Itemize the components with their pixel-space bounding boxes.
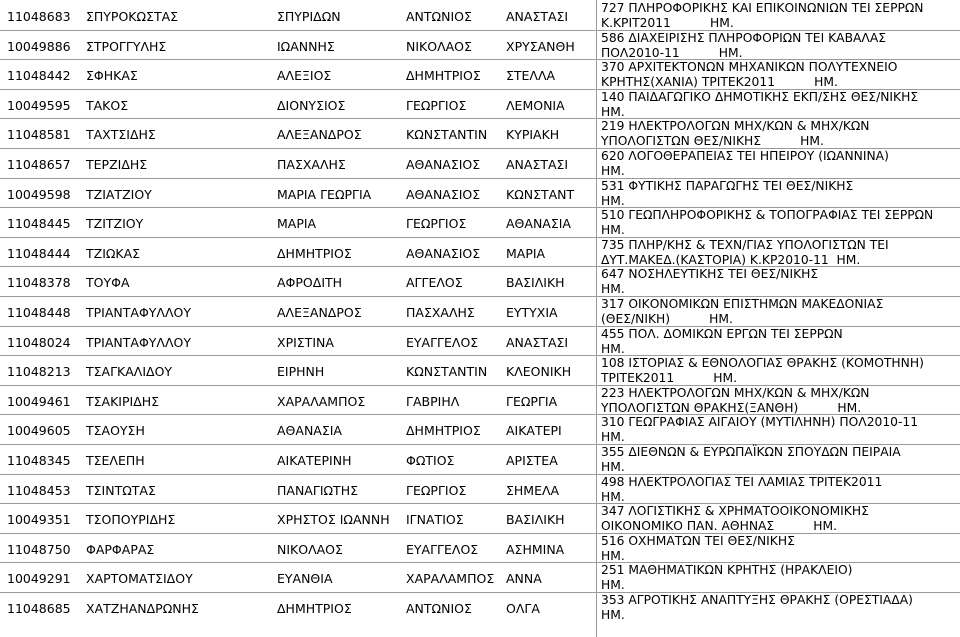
table-row [0,414,960,445]
department-line-1: 223 ΗΛΕΚΤΡΟΛΟΓΩΝ ΜΗΧ/ΚΩΝ & ΜΗΧ/ΚΩΝ [601,385,870,400]
department-cell [601,238,957,268]
mother-name-cell: ΓΕΩΡΓΙΑ [506,393,558,409]
father-name-cell: ΕΥΑΓΓΕΛΟΣ [406,541,479,557]
department-line-2: ΥΠΟΛΟΓΙΣΤΩΝ ΘΕΣ/ΝΙΚΗΣ ΗΜ. [601,134,824,149]
student-id-cell: 10049886 [7,38,71,54]
father-name-cell: ΑΓΓΕΛΟΣ [406,275,463,291]
department-cell [601,208,957,238]
department-cell [601,267,957,297]
first-name-cell: ΑΛΕΞΙΟΣ [277,68,332,84]
surname-cell: ΦΑΡΦΑΡΑΣ [86,541,155,557]
first-name-cell: ΔΗΜΗΤΡΙΟΣ [277,601,352,616]
father-name-cell: ΑΝΤΩΝΙΟΣ [406,601,472,616]
department-line-2: ΗΜ. [601,460,625,474]
first-name-cell: ΠΑΣΧΑΛΗΣ [277,157,346,172]
table-row [0,355,960,386]
mother-name-cell: ΑΝΑΣΤΑΣΙ [506,9,569,24]
department-line-2: ΥΠΟΛΟΓΙΣΤΩΝ ΘΡΑΚΗΣ(ΞΑΝΘΗ) ΗΜ. [601,400,862,415]
department-line-1: 317 ΟΙΚΟΝΟΜΙΚΩΝ ΕΠΙΣΤΗΜΩΝ ΜΑΚΕΔΟΝΙΑΣ [601,297,884,311]
father-name-cell: ΓΑΒΡΙΗΛ [406,393,460,409]
first-name-cell: ΧΡΗΣΤΟΣ ΙΩΑΝΝΗ [277,512,390,528]
mother-name-cell: ΚΥΡΙΑΚΗ [506,127,560,143]
surname-cell: ΣΠΥΡΟΚΩΣΤΑΣ [86,9,179,24]
department-line-2: ΗΜ. [601,193,625,208]
surname-cell: ΤΖΙΤΖΙΟΥ [86,216,144,232]
table-row [0,118,960,149]
first-name-cell: ΝΙΚΟΛΑΟΣ [277,541,343,557]
first-name-cell: ΑΦΡΟΔΙΤΗ [277,275,343,291]
department-cell [601,415,957,445]
table-row [0,474,960,505]
department-line-1: 735 ΠΛΗΡ/ΚΗΣ & ΤΕΧΝ/ΓΙΑΣ ΥΠΟΛΟΓΙΣΤΩΝ ΤΕΙ [601,237,889,252]
table-row [0,503,960,534]
first-name-cell: ΜΑΡΙΑ ΓΕΩΡΓΙΑ [277,186,372,202]
department-cell [601,31,957,61]
department-line-2: ΠΟΛ2010-11 ΗΜ. [601,45,743,60]
surname-cell: ΤΣΑΓΚΑΛΙΔΟΥ [86,364,173,380]
surname-cell: ΤΡΙΑΝΤΑΦΥΛΛΟΥ [86,305,191,320]
father-name-cell: ΧΑΡΑΛΑΜΠΟΣ [406,571,495,587]
first-name-cell: ΕΥΑΝΘΙΑ [277,571,333,587]
department-line-2: ΗΜ. [601,548,625,563]
mother-name-cell: ΑΝΑΣΤΑΣΙ [506,157,569,172]
student-id-cell: 11048378 [7,275,71,291]
student-id-cell: 11048445 [7,216,71,232]
department-cell [601,149,957,179]
department-line-1: 347 ΛΟΓΙΣΤΙΚΗΣ & ΧΡΗΜΑΤΟΟΙΚΟΝΟΜΙΚΗΣ [601,504,869,519]
department-line-2: ΗΜ. [601,578,625,593]
table-row [0,148,960,179]
first-name-cell: ΔΙΟΝΥΣΙΟΣ [277,97,346,113]
surname-cell: ΤΖΙΑΤΖΙΟΥ [86,186,152,202]
mother-name-cell: ΚΛΕΟΝΙΚΗ [506,364,572,380]
student-id-cell: 11048685 [7,601,71,616]
father-name-cell: ΑΘΑΝΑΣΙΟΣ [406,186,481,202]
student-id-cell: 11048213 [7,364,71,380]
student-id-cell: 10049461 [7,393,71,409]
surname-cell: ΤΕΡΖΙΔΗΣ [86,157,148,172]
mother-name-cell: ΣΤΕΛΛΑ [506,68,556,84]
mother-name-cell: ΣΗΜΕΛΑ [506,482,560,498]
department-line-1: 455 ΠΟΛ. ΔΟΜΙΚΩΝ ΕΡΓΩΝ ΤΕΙ ΣΕΡΡΩΝ [601,326,843,341]
first-name-cell: ΧΡΙΣΤΙΝΑ [277,334,334,350]
student-id-cell: 11048683 [7,9,71,24]
mother-name-cell: ΜΑΡΙΑ [506,245,546,261]
father-name-cell: ΝΙΚΟΛΑΟΣ [406,38,472,54]
student-id-cell: 11048750 [7,541,71,557]
department-line-1: 510 ΓΕΩΠΛΗΡΟΦΟΡΙΚΗΣ & ΤΟΠΟΓΡΑΦΙΑΣ ΤΕΙ ΣΕΡΡΩΝ [601,208,934,223]
table-row [0,533,960,564]
department-cell [601,327,957,357]
student-id-cell: 11048024 [7,334,71,350]
department-cell [601,445,957,475]
surname-cell: ΤΣΟΠΟΥΡΙΔΗΣ [86,512,176,528]
father-name-cell: ΚΩΝΣΤΑΝΤΙΝ [406,127,488,143]
table-row [0,237,960,268]
department-line-2: Κ.ΚΡΙΤ2011 ΗΜ. [601,16,734,30]
father-name-cell: ΑΘΑΝΑΣΙΟΣ [406,157,481,172]
mother-name-cell: ΛΕΜΟΝΙΑ [506,97,565,113]
student-id-cell: 11048345 [7,453,71,468]
department-line-1: 355 ΔΙΕΘΝΩΝ & ΕΥΡΩΠΑΪΚΩΝ ΣΠΟΥΔΩΝ ΠΕΙΡΑΙΑ [601,445,901,459]
department-line-1: 108 ΙΣΤΟΡΙΑΣ & ΕΘΝΟΛΟΓΙΑΣ ΘΡΑΚΗΣ (ΚΟΜΟΤΗΝΗ) [601,356,924,371]
student-id-cell: 10049595 [7,97,71,113]
table-row [0,30,960,61]
mother-name-cell: ΑΝΑΣΤΑΣΙ [506,334,569,350]
department-line-1: 370 ΑΡΧΙΤΕΚΤΟΝΩΝ ΜΗΧΑΝΙΚΩΝ ΠΟΛΥΤΕΧΝΕΙΟ [601,60,898,75]
mother-name-cell: ΒΑΣΙΛΙΚΗ [506,512,565,528]
surname-cell: ΧΑΤΖΗΑΝΔΡΩΝΗΣ [86,601,199,616]
department-line-2: ΗΜ. [601,282,625,297]
surname-cell: ΤΡΙΑΝΤΑΦΥΛΛΟΥ [86,334,191,350]
student-id-cell: 10049598 [7,186,71,202]
first-name-cell: ΔΗΜΗΤΡΙΟΣ [277,245,352,261]
father-name-cell: ΚΩΝΣΤΑΝΤΙΝ [406,364,488,380]
department-line-2: ΗΜ. [601,430,625,445]
father-name-cell: ΠΑΣΧΑΛΗΣ [406,305,475,320]
table-row [0,89,960,120]
department-line-2: ΗΜ. [601,608,625,622]
student-id-cell: 11048444 [7,245,71,261]
surname-cell: ΣΦΗΚΑΣ [86,68,138,84]
father-name-cell: ΙΓΝΑΤΙΟΣ [406,512,464,528]
department-line-2: ΗΜ. [601,164,625,178]
father-name-cell: ΑΘΑΝΑΣΙΟΣ [406,245,481,261]
father-name-cell: ΓΕΩΡΓΙΟΣ [406,482,467,498]
surname-cell: ΤΑΧΤΣΙΔΗΣ [86,127,156,143]
department-line-1: 140 ΠΑΙΔΑΓΩΓΙΚΟ ΔΗΜΟΤΙΚΗΣ ΕΚΠ/ΣΗΣ ΘΕΣ/ΝΙΚΗΣ [601,89,919,104]
first-name-cell: ΙΩΑΝΝΗΣ [277,38,335,54]
student-id-cell: 11048581 [7,127,71,143]
table-row [0,385,960,416]
department-line-2: ΗΜ. [601,104,625,119]
department-cell [601,119,957,149]
father-name-cell: ΕΥΑΓΓΕΛΟΣ [406,334,479,350]
department-line-1: 219 ΗΛΕΚΤΡΟΛΟΓΩΝ ΜΗΧ/ΚΩΝ & ΜΗΧ/ΚΩΝ [601,119,870,134]
department-line-2: ΟΙΚΟΝΟΜΙΚΟ ΠΑΝ. ΑΘΗΝΑΣ ΗΜ. [601,519,838,534]
first-name-cell: ΕΙΡΗΝΗ [277,364,325,380]
table-row [0,444,960,475]
department-line-1: 251 ΜΑΘΗΜΑΤΙΚΩΝ ΚΡΗΤΗΣ (ΗΡΑΚΛΕΙΟ) [601,563,853,578]
first-name-cell: ΑΘΑΝΑΣΙΑ [277,423,342,439]
department-line-1: 310 ΓΕΩΓΡΑΦΙΑΣ ΑΙΓΑΙΟΥ (ΜΥΤΙΛΗΝΗ) ΠΟΛ2010-11 [601,415,919,430]
mother-name-cell: ΕΥΤΥΧΙΑ [506,305,558,320]
department-cell [601,297,957,327]
table-row [0,296,960,327]
first-name-cell: ΜΑΡΙΑ [277,216,317,232]
department-line-2: ΗΜ. [601,489,625,504]
mother-name-cell: ΒΑΣΙΛΙΚΗ [506,275,565,291]
surname-cell: ΤΣΑΟΥΣΗ [86,423,145,439]
surname-cell: ΤΣΕΛΕΠΗ [86,453,145,468]
department-cell [601,534,957,564]
first-name-cell: ΑΛΕΞΑΝΔΡΟΣ [277,127,362,143]
department-cell [601,504,957,534]
table-row [0,0,960,31]
table-row [0,592,960,623]
department-cell [601,60,957,90]
department-line-1: 647 ΝΟΣΗΛΕΥΤΙΚΗΣ ΤΕΙ ΘΕΣ/ΝΙΚΗΣ [601,267,819,282]
department-cell [601,1,957,31]
student-id-cell: 10049605 [7,423,71,439]
student-id-cell: 11048442 [7,68,71,84]
department-line-1: 727 ΠΛΗΡΟΦΟΡΙΚΗΣ ΚΑΙ ΕΠΙΚΟΙΝΩΝΙΩΝ ΤΕΙ ΣΕΡΡΩΝ [601,1,924,15]
surname-cell: ΤΑΚΟΣ [86,97,129,113]
surname-cell: ΤΟΥΦΑ [86,275,130,291]
department-line-1: 531 ΦΥΤΙΚΗΣ ΠΑΡΑΓΩΓΗΣ ΤΕΙ ΘΕΣ/ΝΙΚΗΣ [601,178,854,193]
mother-name-cell: ΑΝΝΑ [506,571,542,587]
student-id-cell: 11048448 [7,305,71,320]
surname-cell: ΤΖΙΩΚΑΣ [86,245,141,261]
department-cell [601,475,957,505]
first-name-cell: ΠΑΝΑΓΙΩΤΗΣ [277,482,358,498]
department-cell [601,386,957,416]
mother-name-cell: ΧΡΥΣΑΝΘΗ [506,38,575,54]
department-line-1: 620 ΛΟΓΟΘΕΡΑΠΕΙΑΣ ΤΕΙ ΗΠΕΙΡΟΥ (ΙΩΑΝΝΙΝΑ) [601,149,889,163]
table-row [0,178,960,209]
table-row [0,562,960,593]
department-line-2: ΤΡΙΤΕΚ2011 ΗΜ. [601,371,738,386]
father-name-cell: ΓΕΩΡΓΙΟΣ [406,216,467,232]
department-cell [601,179,957,209]
student-id-cell: 10049351 [7,512,71,528]
table-row [0,207,960,238]
father-name-cell: ΦΩΤΙΟΣ [406,453,455,468]
mother-name-cell: ΑΣΗΜΙΝΑ [506,541,565,557]
mother-name-cell: ΟΛΓΑ [506,601,540,616]
table-row [0,266,960,297]
surname-cell: ΤΣΑΚΙΡΙΔΗΣ [86,393,160,409]
student-id-cell: 10049291 [7,571,71,587]
department-cell [601,563,957,593]
department-line-2: ΚΡΗΤΗΣ(ΧΑΝΙΑ) ΤΡΙΤΕΚ2011 ΗΜ. [601,75,838,90]
department-cell [601,593,957,623]
father-name-cell: ΔΗΜΗΤΡΙΟΣ [406,423,481,439]
department-line-1: 586 ΔΙΑΧΕΙΡΙΣΗΣ ΠΛΗΡΟΦΟΡΙΩΝ ΤΕΙ ΚΑΒΑΛΑΣ [601,30,887,45]
student-id-cell: 11048453 [7,482,71,498]
department-line-1: 498 ΗΛΕΚΤΡΟΛΟΓΙΑΣ ΤΕΙ ΛΑΜΙΑΣ ΤΡΙΤΕΚ2011 [601,474,883,489]
surname-cell: ΤΣΙΝΤΩΤΑΣ [86,482,156,498]
first-name-cell: ΑΙΚΑΤΕΡΙΝΗ [277,453,352,468]
mother-name-cell: ΚΩΝΣΤΑΝΤ [506,186,575,202]
surname-cell: ΣΤΡΟΓΓΥΛΗΣ [86,38,167,54]
table-row [0,326,960,357]
first-name-cell: ΑΛΕΞΑΝΔΡΟΣ [277,305,362,320]
department-line-2: (ΘΕΣ/ΝΙΚΗ) ΗΜ. [601,312,733,326]
mother-name-cell: ΑΡΙΣΤΕΑ [506,453,558,468]
department-line-2: ΔΥΤ.ΜΑΚΕΔ.(ΚΑΣΤΟΡΙΑ) Κ.ΚΡ2010-11 ΗΜ. [601,252,861,267]
father-name-cell: ΔΗΜΗΤΡΙΟΣ [406,68,481,84]
student-id-cell: 11048657 [7,157,71,172]
surname-cell: ΧΑΡΤΟΜΑΤΣΙΔΟΥ [86,571,193,587]
mother-name-cell: ΑΙΚΑΤΕΡΙ [506,423,562,439]
father-name-cell: ΓΕΩΡΓΙΟΣ [406,97,467,113]
department-cell [601,90,957,120]
department-line-2: ΗΜ. [601,223,625,238]
table-row [0,59,960,90]
department-line-1: 353 ΑΓΡΟΤΙΚΗΣ ΑΝΑΠΤΥΞΗΣ ΘΡΑΚΗΣ (ΟΡΕΣΤΙΑΔΑ) [601,593,913,607]
mother-name-cell: ΑΘΑΝΑΣΙΑ [506,216,571,232]
first-name-cell: ΧΑΡΑΛΑΜΠΟΣ [277,393,366,409]
department-line-2: ΗΜ. [601,341,625,356]
first-name-cell: ΣΠΥΡΙΔΩΝ [277,9,341,24]
department-cell [601,356,957,386]
department-line-1: 516 ΟΧΗΜΑΤΩΝ ΤΕΙ ΘΕΣ/ΝΙΚΗΣ [601,533,795,548]
father-name-cell: ΑΝΤΩΝΙΟΣ [406,9,472,24]
